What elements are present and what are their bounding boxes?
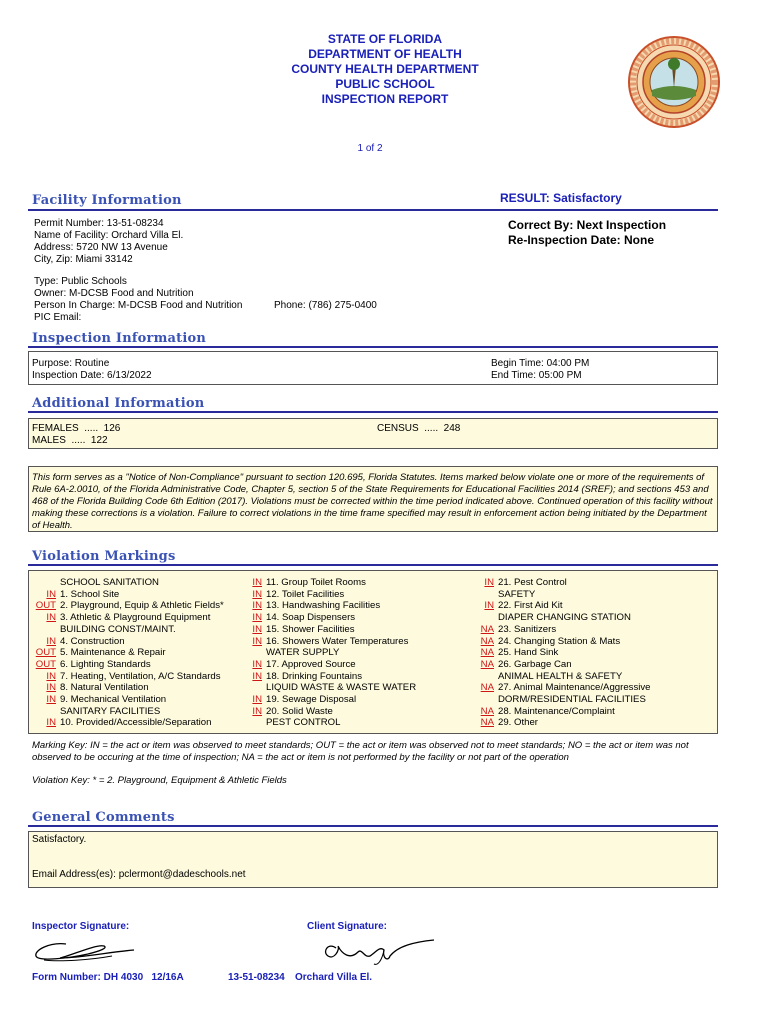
violation-item [458, 706, 615, 718]
violation-label: 23. Sanitizers [498, 623, 557, 635]
violation-label: 7. Heating, Ventilation, A/C Standards [60, 670, 221, 682]
violation-item [232, 647, 339, 659]
violation-item [28, 671, 221, 683]
violation-item [458, 717, 538, 729]
violation-item [232, 717, 340, 729]
violation-status: OUT [35, 647, 56, 659]
footer-permit: 13-51-08234 [228, 972, 285, 983]
violation-status: IN [46, 635, 56, 647]
violation-status: IN [252, 670, 262, 682]
violation-label: 1. School Site [60, 588, 120, 600]
violation-item [28, 636, 125, 648]
violation-item [232, 659, 356, 671]
additional-section-title: Additional Information [32, 396, 205, 411]
violation-label: 13. Handwashing Facilities [266, 600, 381, 612]
violation-status: IN [46, 694, 56, 705]
header-line: COUNTY HEALTH DEPARTMENT [291, 62, 479, 76]
violation-label: 19. Sewage Disposal [266, 694, 357, 705]
inspector-signature-label: Inspector Signature: [32, 921, 130, 932]
violation-label: 16. Showers Water Temperatures [266, 635, 409, 647]
violation-label: 29. Other [498, 717, 538, 729]
header-line: STATE OF FLORIDA [327, 32, 443, 46]
violations-section-title: Violation Markings [32, 549, 176, 564]
person-in-charge: Person In Charge: M-DCSB Food and Nutrition [34, 300, 243, 311]
violation-status: IN [252, 600, 262, 612]
violation-status: IN [252, 658, 262, 670]
violation-label: 28. Maintenance/Complaint [498, 705, 615, 717]
violation-status: NA [480, 623, 494, 635]
violation-category: LIQUID WASTE & WASTE WATER [266, 682, 417, 694]
violation-item [458, 659, 572, 671]
violation-label: 27. Animal Maintenance/Aggressive [498, 682, 651, 694]
violation-category: BUILDING CONST/MAINT. [60, 623, 176, 635]
facility-type: Type: Public Schools [34, 276, 127, 287]
inspection-purpose: Purpose: Routine [32, 358, 110, 369]
violation-status: IN [252, 705, 262, 717]
header-line: PUBLIC SCHOOL [335, 77, 435, 91]
violation-status: IN [46, 612, 56, 624]
form-number: Form Number: DH 4030 12/16A [32, 972, 184, 983]
violation-status: NA [480, 705, 494, 717]
violation-status: IN [46, 682, 56, 694]
facility-owner: Owner: M-DCSB Food and Nutrition [34, 288, 194, 299]
violation-status: NA [480, 717, 494, 729]
violation-category: ANIMAL HEALTH & SAFETY [498, 670, 623, 682]
footer-facility: Orchard Villa El. [295, 972, 373, 983]
violation-label: 21. Pest Control [498, 577, 567, 588]
violation-category: SANITARY FACILITIES [60, 705, 161, 717]
violation-item [28, 577, 159, 589]
violation-item [28, 600, 224, 612]
violation-item [458, 624, 556, 636]
violation-item [232, 577, 366, 589]
marking-key: Marking Key: IN = the act or item was observed to meet standards; OUT = the act or item was observed not to meet standards; NO = the act or item was not observed to be occuring at the time of inspection; NA = the act or item is not performed by the facility or not part of the operation [32, 740, 689, 763]
violation-category: DORM/RESIDENTIAL FACILITIES [498, 694, 646, 705]
violation-label: 18. Drinking Fountains [266, 670, 362, 682]
violation-label: 25. Hand Sink [498, 647, 559, 659]
facility-section-title: Facility Information [32, 193, 182, 208]
client-signature-icon [318, 932, 438, 966]
inspector-signature-icon [30, 936, 140, 966]
violation-label: 6. Lighting Standards [60, 658, 151, 670]
violation-item [28, 589, 119, 601]
violation-label: 24. Changing Station & Mats [498, 635, 621, 647]
facility-phone: Phone: (786) 275-0400 [274, 300, 377, 311]
violation-item [458, 577, 567, 589]
violation-label: 5. Maintenance & Repair [60, 647, 166, 659]
violation-item [28, 624, 176, 636]
page-number: 1 of 2 [357, 143, 383, 154]
violation-status: IN [46, 670, 56, 682]
violation-status: IN [484, 577, 494, 588]
comment-email: Email Address(es): pclermont@dadeschools.net [32, 869, 246, 880]
violation-label: 20. Solid Waste [266, 705, 333, 717]
violation-item [458, 671, 622, 683]
facility-address: Address: 5720 NW 13 Avenue [34, 242, 168, 253]
violation-status: NA [480, 682, 494, 694]
violation-item [458, 682, 651, 694]
violation-item [28, 694, 166, 706]
pic-email: PIC Email: [34, 312, 82, 323]
violation-item [232, 636, 408, 648]
comments-section-title: General Comments [32, 810, 175, 825]
non-compliance-notice: This form serves as a "Notice of Non-Compliance" pursuant to section 120.695, Florida Statutes. Items marked below violate one or more of the requirements of Rule 6A-2.0010, of the Florida Administrative Code, Chapter 5, section 5 of the State Requirements for Educational Facilities 2014 (SREF); and sections 453 and 468 of the Florida Building Code 6th Edition (2017). Violations must be corrected within the time period indicated above. Continued operation of this facility without making these corrections is a violation. Failure to correct violations in the time frame specified may result in enforcement action being initiated by the Department of Health. [32, 472, 713, 531]
violation-status: IN [252, 635, 262, 647]
violation-item [28, 647, 166, 659]
section-divider [28, 411, 718, 413]
header-line: DEPARTMENT OF HEALTH [308, 47, 462, 61]
header-line: INSPECTION REPORT [321, 92, 449, 106]
inspection-section-title: Inspection Information [32, 331, 207, 346]
violation-item [232, 600, 380, 612]
violation-status: IN [252, 694, 262, 705]
violation-status: IN [484, 600, 494, 612]
violation-status: OUT [35, 600, 56, 612]
violation-label: 12. Toilet Facilities [266, 588, 345, 600]
violation-item [458, 647, 558, 659]
violation-status: IN [252, 577, 262, 588]
section-divider [28, 346, 718, 348]
violation-item [232, 612, 355, 624]
violation-item [458, 612, 631, 624]
violation-category: WATER SUPPLY [266, 647, 340, 659]
violation-label: 15. Shower Facilities [266, 623, 355, 635]
violation-status: OUT [35, 658, 56, 670]
males-count: MALES ..... 122 [32, 435, 108, 446]
violation-label: 17. Approved Source [266, 658, 356, 670]
violation-label: 14. Soap Dispensers [266, 612, 356, 624]
violation-status: IN [46, 588, 56, 600]
reinspection-date: Re-Inspection Date: None [508, 233, 655, 247]
violation-item [28, 717, 211, 729]
violation-category: SAFETY [498, 588, 536, 600]
violation-label: 26. Garbage Can [498, 658, 572, 670]
violation-item [232, 694, 356, 706]
females-count: FEMALES ..... 126 [32, 423, 121, 434]
begin-time: Begin Time: 04:00 PM [491, 358, 590, 369]
result-text: RESULT: Satisfactory [500, 191, 622, 205]
violation-item [232, 706, 333, 718]
violation-category: SCHOOL SANITATION [60, 577, 159, 588]
section-divider [28, 825, 718, 827]
violation-status: IN [252, 612, 262, 624]
violation-item [232, 671, 362, 683]
section-divider [28, 564, 718, 566]
violation-item [458, 636, 620, 648]
violation-label: 4. Construction [60, 635, 125, 647]
violation-item [28, 659, 151, 671]
violation-item [232, 589, 344, 601]
violation-item [232, 624, 355, 636]
violation-item [28, 706, 160, 718]
additional-box [28, 418, 718, 449]
comment-text: Satisfactory. [32, 834, 87, 845]
violation-item [232, 682, 416, 694]
florida-seal-icon [628, 36, 720, 128]
inspection-date: Inspection Date: 6/13/2022 [32, 370, 152, 381]
violation-label: 10. Provided/Accessible/Separation [60, 717, 212, 729]
violation-item [458, 600, 563, 612]
client-signature-label: Client Signature: [307, 921, 388, 932]
violation-item [28, 682, 149, 694]
violation-key: Violation Key: * = 2. Playground, Equipment & Athletic Fields [32, 775, 287, 786]
permit-number: Permit Number: 13-51-08234 [34, 218, 164, 229]
census-count: CENSUS ..... 248 [377, 423, 461, 434]
violation-item [458, 589, 535, 601]
violation-status: IN [252, 623, 262, 635]
facility-name: Name of Facility: Orchard Villa El. [34, 230, 184, 241]
correct-by: Correct By: Next Inspection [508, 218, 667, 232]
violation-item [28, 612, 210, 624]
violation-label: 11. Group Toilet Rooms [266, 577, 366, 588]
violation-status: NA [480, 658, 494, 670]
violation-label: 8. Natural Ventilation [60, 682, 149, 694]
violation-label: 9. Mechanical Ventilation [60, 694, 167, 705]
end-time: End Time: 05:00 PM [491, 370, 582, 381]
violation-status: NA [480, 647, 494, 659]
violation-item [458, 694, 646, 706]
section-divider [28, 209, 718, 211]
violation-label: 3. Athletic & Playground Equipment [60, 612, 211, 624]
violation-status: IN [46, 717, 56, 729]
violation-label: 2. Playground, Equip & Athletic Fields* [60, 600, 224, 612]
violation-label: 22. First Aid Kit [498, 600, 563, 612]
facility-city-zip: City, Zip: Miami 33142 [34, 254, 133, 265]
violation-category: DIAPER CHANGING STATION [498, 612, 631, 624]
violation-status: NA [480, 635, 494, 647]
violation-category: PEST CONTROL [266, 717, 341, 729]
violation-status: IN [252, 588, 262, 600]
